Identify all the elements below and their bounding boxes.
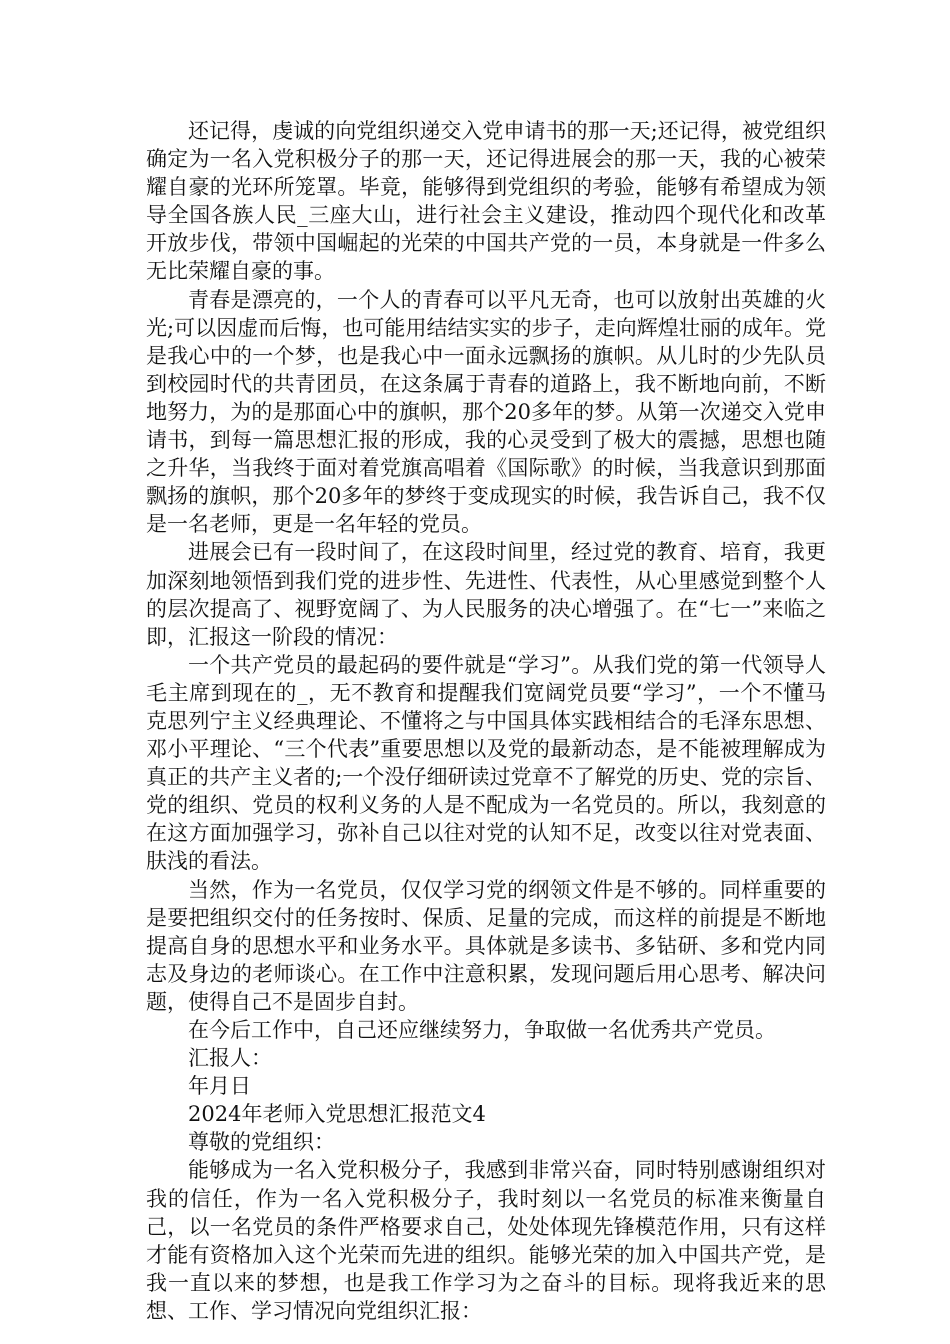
paragraph-work: 当然，作为一名党员，仅仅学习党的纲领文件是不够的。同样重要的是要把组织交付的任务按时、保质、足量的完成，而这样的前提是不断地提高自身的思想水平和业务水平。具体就是多读书、多钻研、多和党内同志及身边的老师谈心。在工作中注意积累，发现问题后用心思考、解决问题，使得自己不是固步自封。 <box>146 877 826 1014</box>
paragraph-progress: 进展会已有一段时间了，在这段时间里，经过党的教育、培育，我更加深刻地领悟到我们党的进步性、先进性、代表性，从心里感觉到整个人的层次提高了、视野宽阔了、为人民服务的决心增强了。在“七一”来临之即，汇报这一阶段的情况： <box>146 540 826 649</box>
paragraph-study: 一个共产党员的最起码的要件就是“学习”。从我们党的第一代领导人毛主席到现在的_，无不教育和提醒我们宽阔党员要“学习”，一个不懂马克思列宁主义经典理论、不懂将之与中国具体实践相结合的毛泽东思想、邓小平理论、“三个代表”重要思想以及党的最新动态，是不能被理解成为真正的共产主义者的;一个没仔细研读过党章不了解党的历史、党的宗旨、党的组织、党员的权利义务的人是不配成为一名党员的。所以，我刻意的在这方面加强学习，弥补自己以往对党的认知不足，改变以往对党表面、肤浅的看法。 <box>146 652 826 874</box>
paragraph-activist: 能够成为一名入党积极分子，我感到非常兴奋，同时特别感谢组织对我的信任，作为一名入党积极分子，我时刻以一名党员的标准来衡量自己，以一名党员的条件严格要求自己，处处体现先锋模范作用，只有这样才能有资格加入这个光荣而先进的组织。能够光荣的加入中国共产党，是我一直以来的梦想，也是我工作学习为之奋斗的目标。现将我近来的思想、工作、学习情况向党组织汇报： <box>146 1158 826 1323</box>
document-body <box>146 117 826 1325</box>
paragraph-memory: 还记得，虔诚的向党组织递交入党申请书的那一天;还记得，被党组织确定为一名入党积极分子的那一天，还记得进展会的那一天，我的心被荣耀自豪的光环所笼罩。毕竟，能够得到党组织的考验，能够有希望成为领导全国各族人民_三座大山，进行社会主义建设，推动四个现代化和改革开放步伐，带领中国崛起的光荣的中国共产党的一员，本身就是一件多么无比荣耀自豪的事。 <box>146 119 826 284</box>
paragraph-youth: 青春是漂亮的，一个人的青春可以平凡无奇，也可以放射出英雄的火光;可以因虚而后悔，也可能用结结实实的步子，走向辉煌壮丽的成年。党是我心中的一个梦，也是我心中一面永远飘扬的旗帜。从儿时的少先队员到校园时代的共青团员，在这条属于青春的道路上，我不断地向前，不断地努力，为的是那面心中的旗帜，那个20多年的梦。从第一次递交入党申请书，到每一篇思想汇报的形成，我的心灵受到了极大的震撼，思想也随之升华，当我终于面对着党旗高唱着《国际歌》的时候，当我意识到那面飘扬的旗帜，那个20多年的梦终于变成现实的时候，我告诉自己，我不仅是一名老师，更是一名年轻的党员。 <box>146 287 826 537</box>
reporter-line: 汇报人： <box>188 1046 272 1071</box>
date-line: 年月日 <box>188 1074 251 1099</box>
section-title: 2024年老师入党思想汇报范文4 <box>188 1102 486 1127</box>
salutation: 尊敬的党组织： <box>188 1130 335 1155</box>
paragraph-future: 在今后工作中，自己还应继续努力，争取做一名优秀共产党员。 <box>188 1018 776 1042</box>
